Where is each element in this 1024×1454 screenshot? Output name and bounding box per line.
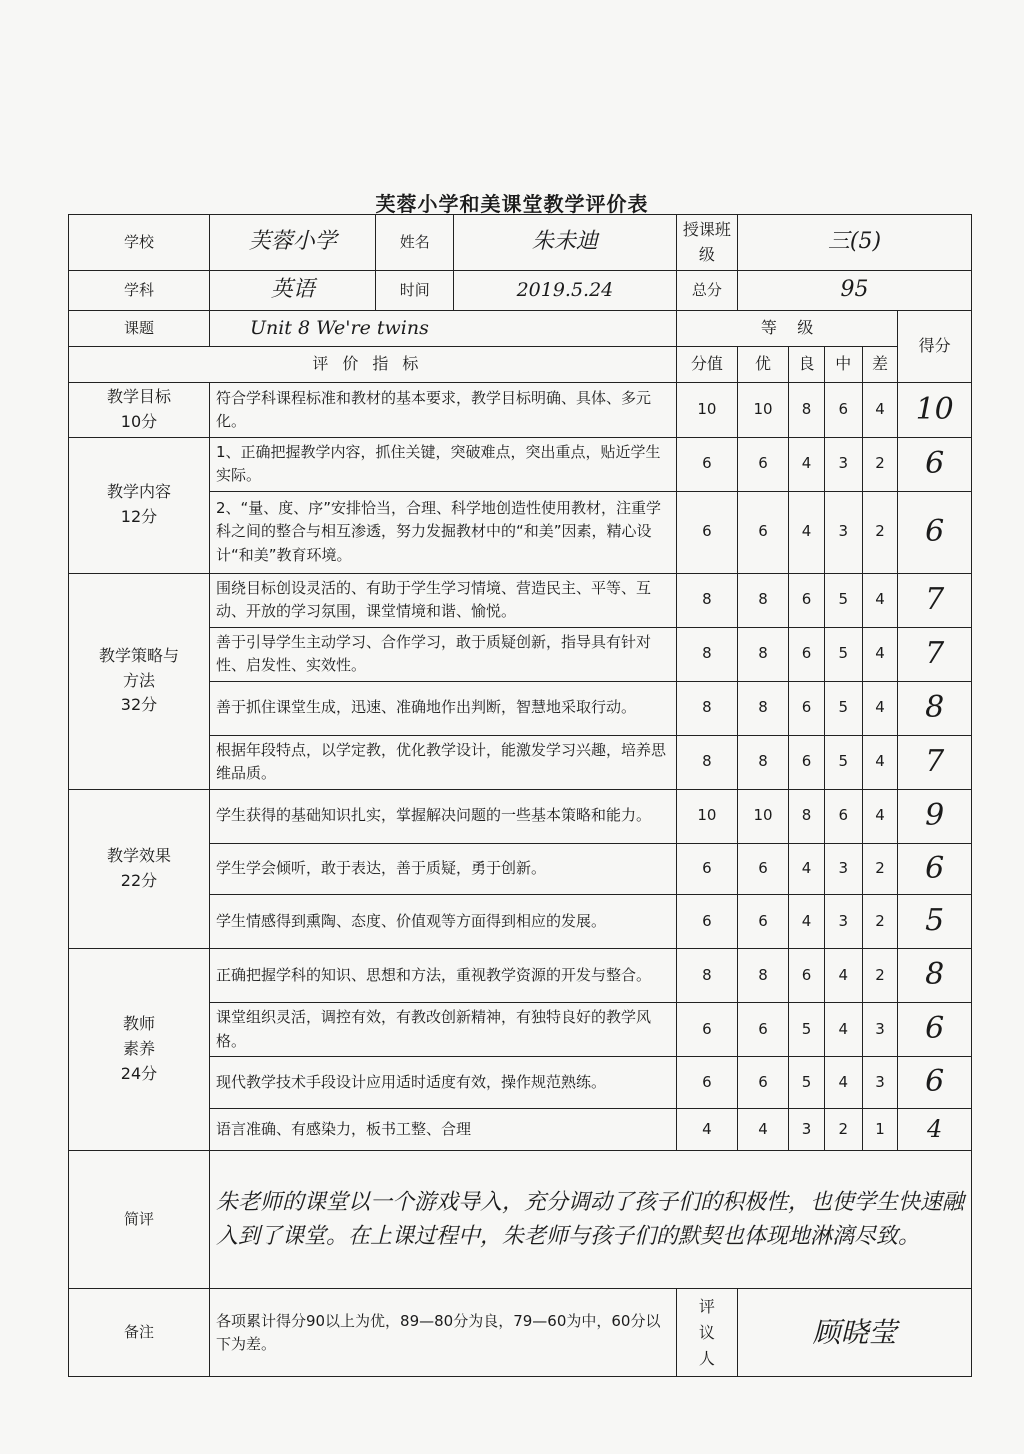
table-row xyxy=(69,789,972,843)
medium-value: 5 xyxy=(824,573,862,627)
poor-value: 1 xyxy=(862,1109,898,1151)
poor-value: 4 xyxy=(862,573,898,627)
good-value: 4 xyxy=(789,491,825,573)
category-teacher-quality: 教师素养 24分 xyxy=(69,949,210,1151)
good-value: 6 xyxy=(789,573,825,627)
class-value: 三(5) xyxy=(738,215,972,271)
medium-value: 4 xyxy=(824,1057,862,1109)
points-value: 8 xyxy=(676,681,737,735)
poor-value: 4 xyxy=(862,627,898,681)
reviewer-signature: 顾晓莹 xyxy=(738,1289,972,1377)
school-label: 学校 xyxy=(69,215,210,271)
points-value: 6 xyxy=(676,843,737,895)
poor-value: 3 xyxy=(862,1057,898,1109)
excellent-value: 8 xyxy=(738,949,789,1003)
table-row xyxy=(69,949,972,1003)
criterion-text: 学生获得的基础知识扎实，掌握解决问题的一些基本策略和能力。 xyxy=(209,789,676,843)
excellent-value: 8 xyxy=(738,681,789,735)
criterion-text: 善于引导学生主动学习、合作学习，敢于质疑创新，指导具有针对性、启发性、实效性。 xyxy=(209,627,676,681)
time-label: 时间 xyxy=(376,271,454,311)
poor-value: 3 xyxy=(862,1003,898,1057)
excellent-value: 6 xyxy=(738,437,789,491)
score-value: 7 xyxy=(898,735,972,789)
excellent-value: 10 xyxy=(738,789,789,843)
table-row xyxy=(69,573,972,627)
category-teaching-goal: 教学目标 10分 xyxy=(69,383,210,438)
score-value: 6 xyxy=(898,1057,972,1109)
excellent-value: 8 xyxy=(738,735,789,789)
medium-value: 3 xyxy=(824,437,862,491)
total-label: 总分 xyxy=(676,271,737,311)
criterion-text: 1、正确把握教学内容，抓住关键，突破难点，突出重点，贴近学生实际。 xyxy=(209,437,676,491)
score-value: 7 xyxy=(898,627,972,681)
medium-value: 5 xyxy=(824,735,862,789)
total-value: 95 xyxy=(738,271,972,311)
criterion-text: 学生学会倾听，敢于表达，善于质疑，勇于创新。 xyxy=(209,843,676,895)
criterion-text: 正确把握学科的知识、思想和方法，重视教学资源的开发与整合。 xyxy=(209,949,676,1003)
criterion-text: 围绕目标创设灵活的、有助于学生学习情境、营造民主、平等、互动、开放的学习氛围，课堂情境和谐、愉悦。 xyxy=(209,573,676,627)
score-value: 8 xyxy=(898,949,972,1003)
poor-value: 2 xyxy=(862,949,898,1003)
excellent-value: 4 xyxy=(738,1109,789,1151)
subject-value: 英语 xyxy=(209,271,376,311)
poor-value: 2 xyxy=(862,843,898,895)
poor-value: 4 xyxy=(862,383,898,438)
poor-value: 2 xyxy=(862,437,898,491)
poor-value: 2 xyxy=(862,895,898,949)
excellent-value: 8 xyxy=(738,627,789,681)
criterion-text: 善于抓住课堂生成，迅速、准确地作出判断，智慧地采取行动。 xyxy=(209,681,676,735)
excellent-value: 6 xyxy=(738,491,789,573)
good-value: 3 xyxy=(789,1109,825,1151)
medium-value: 6 xyxy=(824,789,862,843)
medium-value: 4 xyxy=(824,949,862,1003)
score-value: 10 xyxy=(898,383,972,438)
score-value: 6 xyxy=(898,491,972,573)
points-value: 10 xyxy=(676,789,737,843)
criterion-text: 2、“量、度、序”安排恰当，合理、科学地创造性使用教材，注重学科之间的整合与相互渗透，努力发掘教材中的“和美”因素，精心设计“和美”教育环境。 xyxy=(209,491,676,573)
poor-value: 4 xyxy=(862,789,898,843)
good-value: 4 xyxy=(789,843,825,895)
note-text: 各项累计得分90以上为优，89—80分为良，79—60为中，60分以下为差。 xyxy=(209,1289,676,1377)
points-value: 6 xyxy=(676,491,737,573)
table-row xyxy=(69,383,972,438)
good-value: 6 xyxy=(789,627,825,681)
reviewer-label: 评议人 xyxy=(676,1289,737,1377)
poor-value: 4 xyxy=(862,735,898,789)
subject-label: 学科 xyxy=(69,271,210,311)
medium-value: 5 xyxy=(824,627,862,681)
comment-label: 简评 xyxy=(69,1151,210,1289)
good-value: 6 xyxy=(789,735,825,789)
excellent-value: 6 xyxy=(738,895,789,949)
points-value: 6 xyxy=(676,1003,737,1057)
medium-value: 3 xyxy=(824,895,862,949)
score-value: 6 xyxy=(898,843,972,895)
medium-value: 4 xyxy=(824,1003,862,1057)
points-header: 分值 xyxy=(676,347,737,383)
page-title: 芙蓉小学和美课堂教学评价表 xyxy=(375,192,649,216)
info-row-1 xyxy=(69,215,972,271)
score-value: 4 xyxy=(898,1109,972,1151)
poor-header: 差 xyxy=(862,347,898,383)
category-teaching-effect: 教学效果 22分 xyxy=(69,789,210,949)
medium-value: 6 xyxy=(824,383,862,438)
comment-text: 朱老师的课堂以一个游戏导入，充分调动了孩子们的积极性，也使学生快速融入到了课堂。在上课过程中，朱老师与孩子们的默契也体现地淋漓尽致。 xyxy=(209,1151,971,1289)
points-value: 6 xyxy=(676,437,737,491)
excellent-header: 优 xyxy=(738,347,789,383)
score-value: 8 xyxy=(898,681,972,735)
criterion-text: 符合学科课程标准和教材的基本要求，教学目标明确、具体、多元化。 xyxy=(209,383,676,438)
points-value: 8 xyxy=(676,627,737,681)
topic-label: 课题 xyxy=(69,311,210,347)
topic-row xyxy=(69,311,972,347)
medium-value: 5 xyxy=(824,681,862,735)
points-value: 8 xyxy=(676,735,737,789)
medium-value: 3 xyxy=(824,843,862,895)
points-value: 8 xyxy=(676,949,737,1003)
points-value: 10 xyxy=(676,383,737,438)
good-value: 6 xyxy=(789,949,825,1003)
points-value: 4 xyxy=(676,1109,737,1151)
category-teaching-content: 教学内容 12分 xyxy=(69,437,210,573)
evaluation-table xyxy=(68,214,972,1377)
points-value: 6 xyxy=(676,1057,737,1109)
criterion-text: 现代教学技术手段设计应用适时适度有效，操作规范熟练。 xyxy=(209,1057,676,1109)
note-label: 备注 xyxy=(69,1289,210,1377)
poor-value: 2 xyxy=(862,491,898,573)
table-row xyxy=(69,437,972,491)
name-label: 姓名 xyxy=(376,215,454,271)
medium-value: 3 xyxy=(824,491,862,573)
indicator-header: 评价指标 xyxy=(69,347,677,383)
score-value: 6 xyxy=(898,437,972,491)
points-value: 6 xyxy=(676,895,737,949)
excellent-value: 6 xyxy=(738,843,789,895)
score-header: 得分 xyxy=(898,311,972,383)
criterion-text: 学生情感得到熏陶、态度、价值观等方面得到相应的发展。 xyxy=(209,895,676,949)
grade-header: 等 级 xyxy=(676,311,898,347)
excellent-value: 6 xyxy=(738,1057,789,1109)
info-row-2 xyxy=(69,271,972,311)
comment-row xyxy=(69,1151,972,1289)
criterion-text: 根据年段特点，以学定教，优化教学设计，能激发学习兴趣，培养思维品质。 xyxy=(209,735,676,789)
medium-header: 中 xyxy=(824,347,862,383)
score-value: 6 xyxy=(898,1003,972,1057)
score-value: 7 xyxy=(898,573,972,627)
criterion-text: 课堂组织灵活，调控有效，有教改创新精神，有独特良好的教学风格。 xyxy=(209,1003,676,1057)
medium-value: 2 xyxy=(824,1109,862,1151)
good-value: 4 xyxy=(789,437,825,491)
school-value: 芙蓉小学 xyxy=(209,215,376,271)
good-value: 5 xyxy=(789,1057,825,1109)
good-header: 良 xyxy=(789,347,825,383)
excellent-value: 10 xyxy=(738,383,789,438)
topic-value: Unit 8 We're twins xyxy=(209,311,676,347)
good-value: 8 xyxy=(789,789,825,843)
excellent-value: 8 xyxy=(738,573,789,627)
note-row xyxy=(69,1289,972,1377)
score-value: 5 xyxy=(898,895,972,949)
good-value: 8 xyxy=(789,383,825,438)
category-teaching-strategy: 教学策略与方法 32分 xyxy=(69,573,210,789)
good-value: 4 xyxy=(789,895,825,949)
good-value: 6 xyxy=(789,681,825,735)
excellent-value: 6 xyxy=(738,1003,789,1057)
points-value: 8 xyxy=(676,573,737,627)
good-value: 5 xyxy=(789,1003,825,1057)
poor-value: 4 xyxy=(862,681,898,735)
score-value: 9 xyxy=(898,789,972,843)
criterion-text: 语言准确、有感染力，板书工整、合理 xyxy=(209,1109,676,1151)
name-value: 朱未迪 xyxy=(454,215,677,271)
column-header-row xyxy=(69,347,972,383)
class-label: 授课班级 xyxy=(676,215,737,271)
time-value: 2019.5.24 xyxy=(454,271,677,311)
